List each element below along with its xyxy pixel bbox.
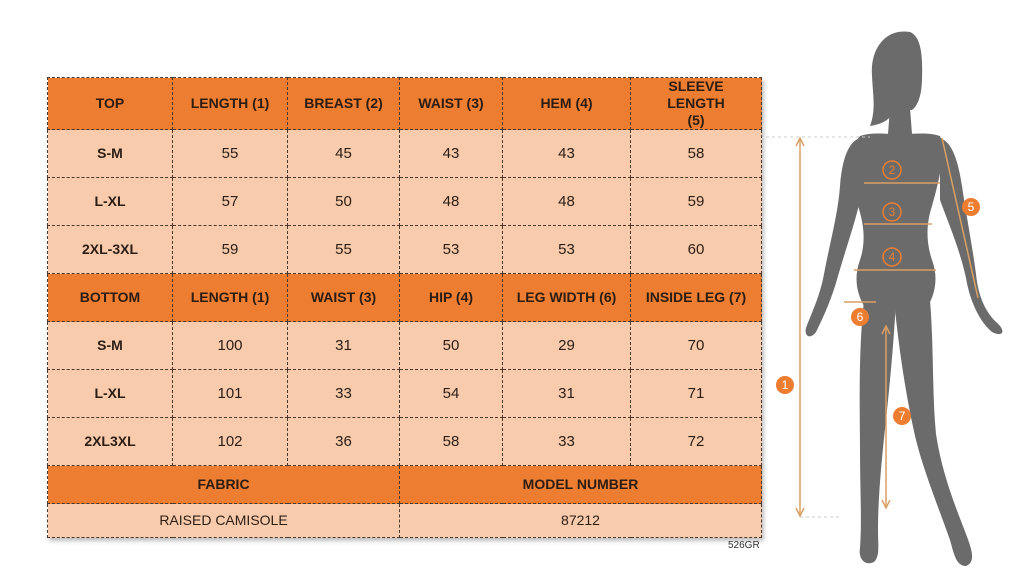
svg-text:7: 7	[898, 409, 906, 423]
table-row	[48, 130, 762, 178]
table-cell: 48	[503, 178, 631, 226]
svg-text:4: 4	[888, 250, 896, 264]
svg-text:2: 2	[888, 163, 896, 177]
header-cell: BREAST (2)	[288, 78, 400, 130]
fabric-value: RAISED CAMISOLE	[48, 504, 400, 538]
table-cell: 54	[400, 370, 503, 418]
header-cell: HEM (4)	[503, 78, 631, 130]
table-cell: 53	[400, 226, 503, 274]
size-label: 2XL-3XL	[48, 226, 173, 274]
table-cell: 43	[400, 130, 503, 178]
model-number-label: MODEL NUMBER	[400, 466, 762, 504]
badge-5	[962, 198, 980, 216]
table-cell: 50	[288, 178, 400, 226]
badge-1	[776, 376, 794, 394]
table-cell: 31	[288, 322, 400, 370]
size-label: S-M	[48, 130, 173, 178]
table-cell: 55	[173, 130, 288, 178]
header-cell: LENGTH (1)	[173, 78, 288, 130]
header-cell: LEG WIDTH (6)	[503, 274, 631, 322]
table-cell: 59	[631, 178, 762, 226]
header-cell: TOP	[48, 78, 173, 130]
top-header-row	[48, 78, 762, 130]
table-cell: 29	[503, 322, 631, 370]
model-number-value: 87212	[400, 504, 762, 538]
table-cell: 71	[631, 370, 762, 418]
table-cell: 101	[173, 370, 288, 418]
table-row	[48, 178, 762, 226]
badge-7	[893, 407, 911, 425]
table-cell: 58	[400, 418, 503, 466]
table-cell: 72	[631, 418, 762, 466]
table-cell: 33	[288, 370, 400, 418]
table-row	[48, 322, 762, 370]
fabric-header-row	[48, 466, 762, 504]
table-cell: 50	[400, 322, 503, 370]
table-cell: 59	[173, 226, 288, 274]
table-cell: 58	[631, 130, 762, 178]
table-cell: 55	[288, 226, 400, 274]
bottom-header-row	[48, 274, 762, 322]
fabric-value-row	[48, 504, 762, 538]
svg-text:3: 3	[888, 205, 896, 219]
table-cell: 53	[503, 226, 631, 274]
fabric-label: FABRIC	[48, 466, 400, 504]
table-row	[48, 226, 762, 274]
size-label: L-XL	[48, 370, 173, 418]
table-cell: 45	[288, 130, 400, 178]
table-cell: 60	[631, 226, 762, 274]
svg-text:1: 1	[781, 378, 789, 392]
table-cell: 33	[503, 418, 631, 466]
silhouette	[806, 31, 1003, 566]
table-cell: 36	[288, 418, 400, 466]
table-cell: 43	[503, 130, 631, 178]
table-cell: 48	[400, 178, 503, 226]
size-label: S-M	[48, 322, 173, 370]
table-cell: 70	[631, 322, 762, 370]
size-chart-table	[47, 77, 762, 538]
model-code: 526GR	[728, 540, 760, 551]
table-cell: 100	[173, 322, 288, 370]
header-cell: LENGTH (1)	[173, 274, 288, 322]
header-cell: WAIST (3)	[400, 78, 503, 130]
header-cell: WAIST (3)	[288, 274, 400, 322]
svg-text:6: 6	[856, 310, 864, 324]
table-row	[48, 370, 762, 418]
header-cell: SLEEVE LENGTH (5)	[631, 78, 762, 130]
body-measurement-figure	[760, 10, 1022, 575]
size-label: L-XL	[48, 178, 173, 226]
table-cell: 31	[503, 370, 631, 418]
header-cell: INSIDE LEG (7)	[631, 274, 762, 322]
header-cell: BOTTOM	[48, 274, 173, 322]
table-cell: 57	[173, 178, 288, 226]
table-row	[48, 418, 762, 466]
size-label: 2XL3XL	[48, 418, 173, 466]
table-cell: 102	[173, 418, 288, 466]
header-cell: HIP (4)	[400, 274, 503, 322]
svg-text:5: 5	[967, 200, 975, 214]
badge-6	[851, 308, 869, 326]
